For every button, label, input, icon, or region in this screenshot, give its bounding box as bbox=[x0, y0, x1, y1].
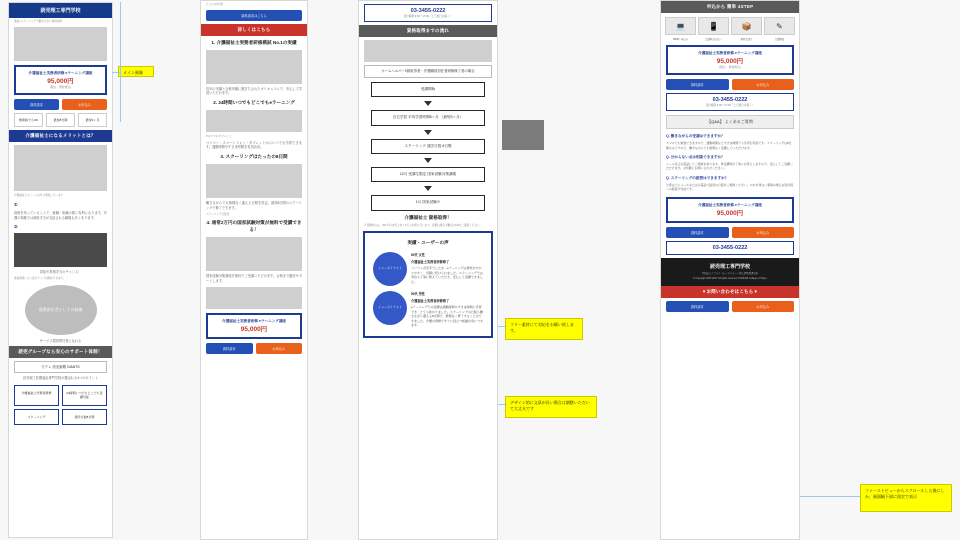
col4-footer-links[interactable]: 学校法人 / プライバシーポリシー / 個人情報保護方針 bbox=[701, 271, 759, 275]
col2-footer-price-box bbox=[206, 313, 302, 339]
col4-bottom-apply-button[interactable]: お申込み bbox=[732, 227, 795, 238]
col2-item-1-number: 2. bbox=[213, 100, 218, 106]
col1-point-1: 24時間いつでもどこでも受講可能 bbox=[62, 385, 107, 405]
col1-merit-chart bbox=[14, 145, 107, 191]
col3-flow-heading: 資格取得までの流れ bbox=[359, 25, 497, 37]
col1-feature-row bbox=[14, 113, 107, 127]
col4-bottom-price-title: 介護福祉士実務者研修 eラーニング講座 bbox=[697, 202, 763, 207]
col1-merit-chart-caption: 介護福祉士の二ーズは年々増加しています bbox=[14, 194, 64, 198]
col4-request-button[interactable]: 資料請求 bbox=[666, 79, 729, 90]
col3-phone-number[interactable]: 03-3455-0222 bbox=[410, 8, 446, 14]
col2-item-3-body: 国家試験対策講座を無料でご受講いただけます。合格まで徹底サポートします。 bbox=[206, 274, 302, 283]
col4-phone-block[interactable] bbox=[666, 93, 794, 111]
col4-bottom-phone-block[interactable] bbox=[666, 241, 794, 255]
col2-top-note: たったの8日間 bbox=[206, 3, 224, 6]
col1-price-note: (税込・教材費込) bbox=[49, 85, 72, 90]
col4-step-1 bbox=[698, 17, 729, 41]
col4-qa-0-question: Q. 働きながらの受講はできますか？ bbox=[666, 134, 725, 139]
col1-support-logos: ⑥テレ 読売新聞 GIANTS bbox=[14, 361, 107, 374]
col1-feature-1: 最短8日間 bbox=[46, 113, 75, 127]
col1-points-grid bbox=[14, 385, 107, 425]
col4-qa-0-answer: スマホでも勉強できますので、通勤時間などすきま時間でも学習が可能です。スクーリングは8日間のみですので、働きながらでも無理なく受講していただけます。 bbox=[666, 141, 792, 150]
col4-sticky-cta-row bbox=[666, 301, 794, 312]
flow-arrow-icon bbox=[424, 158, 432, 163]
col3-phone-hours: 受付時間 9:00〜17:00（土日祝日を除く） bbox=[403, 15, 453, 18]
col4-sticky-label: ▼お問い合わせはこちら▼ bbox=[661, 286, 799, 298]
annotation-note-3: デザイン的に文章が長い場合は調整いただいて大丈夫です bbox=[505, 396, 597, 418]
col2-item-1-title bbox=[203, 100, 305, 107]
col2-item-1-heading: 24時間いつでもどこでもeラーニング bbox=[218, 100, 295, 106]
col1-merit-2-text: 昇給や昇格手当のチャンス！ bbox=[39, 270, 82, 275]
col4-qa-2 bbox=[666, 176, 794, 192]
col3-flow-note: ※受験申込は、2017年の8月上旬〜9月上旬頃に行います。詳細は厚生労働省のHPをご確認ください。 bbox=[364, 223, 483, 227]
col4-footer bbox=[661, 258, 799, 286]
col1-point-3: 通学日数8日間 bbox=[62, 409, 107, 425]
col1-price-box bbox=[14, 65, 107, 95]
col2-item-0-title bbox=[203, 40, 305, 47]
col4-qa-1-question: Q. 分からない点は相談できますか？ bbox=[666, 155, 725, 160]
col2-item-1-image bbox=[206, 110, 302, 132]
col1-feature-2: 最短3ヶ月 bbox=[78, 113, 107, 127]
col3-voice-section bbox=[363, 231, 493, 337]
col4-sticky-apply-button[interactable]: お申込み bbox=[732, 301, 795, 312]
col1-request-button[interactable]: 資料請求 bbox=[14, 99, 59, 110]
col3-voice-1-name: 50代 男性 bbox=[411, 292, 425, 297]
col4-price-note: (税込・教材費込) bbox=[719, 65, 741, 70]
col1-merit-1 bbox=[14, 202, 107, 207]
col3-flow-step-0: 受講開始 bbox=[371, 82, 485, 97]
col4-qa-2-answer: 欠席はでにメールまたはお電話で振替の日程をご相談ください。やむを得ない事情の場合は別日程への振替が可能です。 bbox=[666, 182, 794, 192]
col1-merit-2-number: ② bbox=[14, 224, 18, 230]
leader-line-2 bbox=[498, 326, 507, 327]
col3-person-image bbox=[364, 40, 492, 62]
col4-step-0 bbox=[665, 17, 696, 41]
col1-price: 95,000円 bbox=[47, 78, 74, 86]
reference-screenshot bbox=[502, 120, 544, 150]
col1-hero-image bbox=[14, 27, 107, 61]
col4-cta-row bbox=[666, 79, 794, 90]
col3-flow-step-4: 1月 国家試験※ bbox=[371, 195, 485, 210]
col1-brand-header bbox=[9, 3, 112, 18]
col4-qa-1 bbox=[666, 155, 794, 171]
col4-bottom-phone-number[interactable]: 03-3455-0222 bbox=[712, 244, 748, 251]
col4-sticky-request-button[interactable]: 資料請求 bbox=[666, 301, 729, 312]
col2-item-3-number: 4. bbox=[206, 220, 211, 226]
mockup-column-2 bbox=[200, 0, 308, 540]
col1-support-sub: 読売理工医療福祉専門学校が選ばれる4つのポイント bbox=[22, 376, 99, 381]
col1-merit-2 bbox=[14, 224, 107, 229]
leader-line-1 bbox=[112, 72, 120, 73]
col2-item-1-badge: PC/スマホ/タブレット bbox=[206, 135, 232, 138]
col3-phone-block[interactable] bbox=[364, 4, 492, 22]
col2-teacher-image bbox=[206, 287, 302, 309]
col1-merit-1-text: 資格を持っていることで、就職・転職の際に有利になります。介護の現場では資格手当が支給される職場も多くあります。 bbox=[14, 210, 107, 220]
col4-apply-button[interactable]: お申込み bbox=[732, 79, 795, 90]
col1-kv-caption: 通信+スクーリングで働きながら資格取得 bbox=[14, 20, 63, 23]
col4-price-title: 介護福祉士実務者研修 eラーニング講座 bbox=[697, 51, 763, 55]
col3-flow-step-3: 12月 受講生限定 国家試験対策講義 bbox=[371, 167, 485, 182]
mockup-column-1 bbox=[8, 2, 113, 538]
col4-phone-hours: 受付時間 9:00〜17:00（土日祝日を除く） bbox=[705, 104, 755, 108]
col4-bottom-request-button[interactable]: 資料請求 bbox=[666, 227, 729, 238]
annotation-note-4: ファーストビューからスクロールした後にしか、画面幅下部に固定で表示 bbox=[860, 484, 952, 512]
col3-voice-0-role: 介護福祉士実務者研修修了 bbox=[411, 260, 450, 265]
col2-item-2-body: 働きながらでも無理なく通える日程を設定。最短8日間のスクーリングで修了できます。 bbox=[206, 201, 302, 210]
col2-item-2-number: 3. bbox=[220, 154, 225, 160]
col4-phone-number[interactable]: 03-3455-0222 bbox=[712, 97, 748, 104]
mockup-column-3 bbox=[358, 0, 498, 540]
col4-price: 95,000円 bbox=[716, 58, 744, 66]
col4-footer-copyright: © Copyright 2007-2017 All rights reserved YOMIURI College of Tokyo. bbox=[692, 277, 768, 281]
col2-footer-price: 95,000円 bbox=[240, 326, 268, 334]
col3-flow-step-1: 自宅学習 平均学習時間8ヶ月 （最短3ヶ月） bbox=[371, 110, 485, 125]
col4-step-3 bbox=[764, 17, 795, 41]
col3-voice-0 bbox=[373, 252, 483, 286]
col1-merit-3-sub: サービス提供責任者になれる bbox=[39, 338, 82, 343]
col3-voice-0-text: パソコンが苦手でしたが、eラーニングは操作が分かりやすく、気軽に続けられました。スクーリングでは実技も丁寧に教えていただき、安心して受講できました。 bbox=[411, 266, 483, 284]
col2-item-2-heading: スクーリングはたったの8日間 bbox=[225, 154, 288, 160]
flow-arrow-icon bbox=[424, 101, 432, 106]
col1-merit-2-image bbox=[14, 233, 107, 267]
col2-top-request-button[interactable]: 資料請求はこちら bbox=[206, 10, 302, 21]
col4-qa-1-answer: メール及びお電話にてご相談を承ります。専任講師が丁寧にお答えしますので、安心してご受講いただけます。お気軽にお問い合わせください。 bbox=[666, 162, 793, 171]
col1-point-2: スクーリング bbox=[14, 409, 59, 425]
col1-price-label: 介護福祉士実務者研修 eラーニング講座 bbox=[28, 70, 93, 75]
col4-bottom-cta-row bbox=[666, 227, 794, 238]
col1-support-heading: 読売グループなら安心のサポート体制！ bbox=[9, 346, 112, 358]
col4-bottom-price-box bbox=[666, 197, 794, 223]
mockup-column-4 bbox=[660, 0, 800, 540]
col1-apply-button[interactable]: お申込み bbox=[62, 99, 107, 110]
col3-voice-1 bbox=[373, 291, 483, 328]
col1-merit-heading: 介護福祉士になるメリットとは？ bbox=[9, 130, 112, 142]
col4-qa-0 bbox=[666, 134, 794, 150]
pencil-icon: ✎ bbox=[764, 17, 795, 35]
col3-voice-1-text: eラーニングでの受講は通勤時間やすきま時間に学習でき、とても助かりました。スクーリングの日程も働きながら通える8日間で、無理なく修了することができました。介護の現場ですぐに役立つ知識が身につきます。 bbox=[411, 305, 483, 328]
col4-price-box bbox=[666, 45, 794, 75]
leader-line-3 bbox=[498, 404, 507, 405]
col2-top-cta-row bbox=[206, 10, 302, 21]
col2-table-caption: スクーリング日程表 bbox=[206, 212, 230, 216]
col4-step-heading: 申込から 簡単 4STEP bbox=[661, 1, 799, 13]
col2-item-0-number: 1. bbox=[211, 39, 216, 45]
col3-voice-1-role: 介護福祉士実務者研修修了 bbox=[411, 299, 450, 304]
col4-step-2-label: 教材お届け bbox=[740, 38, 753, 41]
col4-bottom-price: 95,000円 bbox=[716, 209, 744, 217]
col3-voice-1-avatar: イメージイラスト bbox=[373, 291, 407, 325]
flow-arrow-icon bbox=[424, 130, 432, 135]
package-icon: 📦 bbox=[731, 17, 762, 35]
col4-step-0-label: WEBで申込み bbox=[672, 38, 688, 41]
col1-merit-3-image: 現場責任者としての画像 bbox=[25, 285, 97, 335]
col3-flow-goal: 介護福祉士 資格取得！ bbox=[404, 214, 452, 220]
col3-voice-0-avatar: イメージイラスト bbox=[373, 252, 407, 286]
col1-merit-1-number: ① bbox=[14, 201, 18, 207]
col1-cta-row bbox=[14, 99, 107, 110]
col2-item-3-image bbox=[206, 237, 302, 271]
col2-item-0-image bbox=[206, 50, 302, 84]
col2-footer-apply-button[interactable]: お申込み bbox=[256, 343, 303, 354]
annotation-note-2: フリー素材にて対応をお願い致します。 bbox=[505, 318, 583, 340]
laptop-icon: 💻 bbox=[665, 17, 696, 35]
col4-step-3-label: 受講開始 bbox=[774, 38, 785, 41]
flow-arrow-icon bbox=[424, 186, 432, 191]
col2-footer-request-button[interactable]: 資料請求 bbox=[206, 343, 253, 354]
col2-item-2-title bbox=[203, 154, 305, 161]
col1-brand: 読売理工専門学校 bbox=[40, 8, 81, 14]
col2-cta-band[interactable]: 詳しくはこちら bbox=[201, 24, 307, 36]
col1-feature-0: 無資格でもOK bbox=[14, 113, 43, 127]
col4-footer-brand: 読売理工専門学校 bbox=[709, 263, 750, 270]
leader-line-4 bbox=[800, 496, 860, 497]
col2-footer-cta-row bbox=[206, 343, 302, 354]
col3-case-title: ホームヘルパー2級取得者・介護職員初任者研修修了者の場合 bbox=[364, 65, 492, 78]
col2-item-0-heading: 介護福祉士実務者研修模試 No.1の実績 bbox=[216, 39, 297, 45]
annotation-note-1: メイン画像 bbox=[118, 66, 154, 77]
col4-step-1-label: 受講料お支払い bbox=[705, 38, 722, 41]
col2-item-1-body: パソコン・スマートフォン・タブレットからいつでも学習できます。通勤時間やすきま時間を有効活用。 bbox=[206, 140, 302, 150]
col4-step-2 bbox=[731, 17, 762, 41]
col2-item-3-heading: 通常2万円の国家試験対策が無料で受講できる！ bbox=[211, 220, 302, 233]
col2-footer-price-title: 介護福祉士実務者研修 eラーニング講座 bbox=[221, 318, 287, 323]
phone-icon: 📱 bbox=[698, 17, 729, 35]
col3-voice-0-name: 60代 女性 bbox=[411, 253, 425, 258]
col2-item-0-body: 長年の実績と合格実績に裏打ちされたカリキュラムで、安心して学習いただけます。 bbox=[206, 86, 302, 96]
col3-flow-step-2: スクーリング 通学日数 8日間 bbox=[371, 139, 485, 154]
col2-item-3-title bbox=[203, 220, 305, 234]
col4-qa-2-question: Q. スクーリングの振替はできますか？ bbox=[666, 175, 729, 180]
guide-line-vertical bbox=[120, 2, 121, 122]
col4-step-icons bbox=[665, 17, 795, 41]
col4-qa-heading: 【Q&A】 よくあるご質問 bbox=[666, 115, 794, 129]
col1-point-0: 介護福祉士実務者研修 bbox=[14, 385, 59, 405]
col2-item-2-image bbox=[206, 164, 302, 198]
col1-merit-2-sub: 資格取得により給与アップが期待できます。 bbox=[14, 277, 66, 281]
col3-voice-title: 実績・ユーザーの声 bbox=[407, 240, 449, 246]
